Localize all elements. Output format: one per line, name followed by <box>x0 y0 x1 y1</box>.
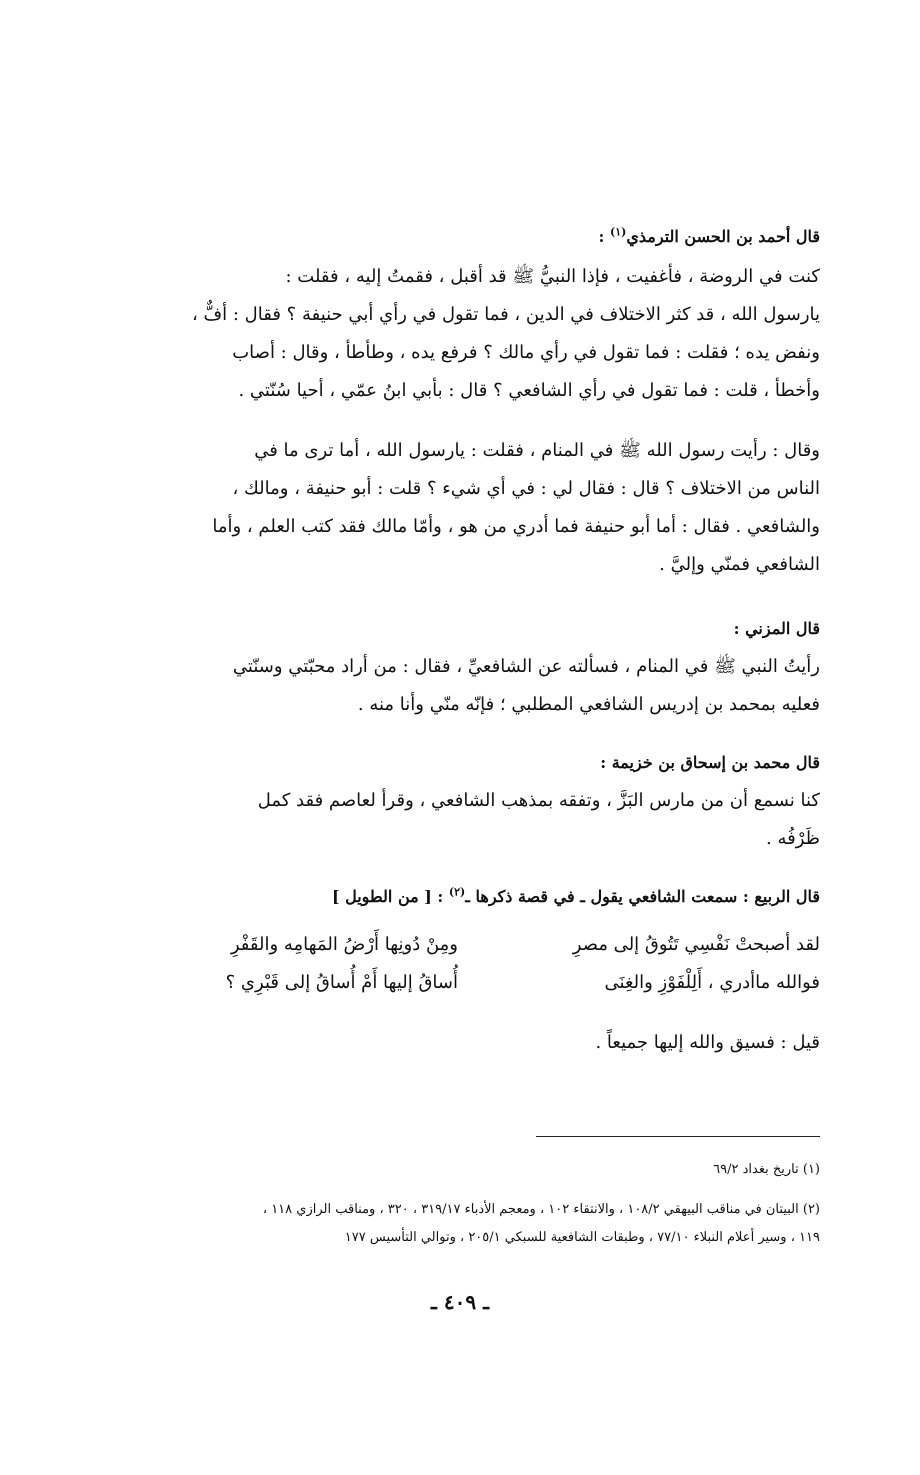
section-heading <box>140 752 820 774</box>
text-line: ظَرْفُه . <box>766 828 820 849</box>
poem-closing: قيل : فسيق والله إليها جميعاً . <box>595 1032 820 1053</box>
footnote-divider <box>536 1136 820 1137</box>
text-line: يارسول الله ، قد كثر الاختلاف في الدين ، فما تقول في رأي أبي حنيفة ؟ فقال : أفٌّ ، <box>191 304 820 325</box>
heading-text: قال المزني : <box>733 619 820 638</box>
footnote-line: ١١٩ ، وسير أعلام النبلاء ٧٧/١٠ ، وطبقات الشافعية للسبكي ٢٠٥/١ ، وتوالي التأسيس ١٧٧ <box>344 1230 820 1245</box>
verse-second-hemistich: ومِنْ دُونِها أَرْضُ المَهامِه والقَفْرِ <box>230 934 458 955</box>
paragraph <box>140 648 820 724</box>
text-line: رأيتُ النبي ﷺ في المنام ، فسألته عن الشافعيِّ ، فقال : من أراد محبّتي وسنّتي <box>232 656 820 677</box>
verse-second-hemistich: أُساقُ إليها أَمْ أُساقُ إلى قَبْرِي ؟ <box>225 972 458 993</box>
text-line: وقال : رأيت رسول الله ﷺ في المنام ، فقلت : يارسول الله ، أما ترى ما في <box>254 440 820 461</box>
section-heading <box>140 226 820 248</box>
footnote <box>120 1196 820 1252</box>
section-heading <box>140 618 820 640</box>
heading-tail: : <box>598 227 611 246</box>
heading-text: قال الربيع : سمعت الشافعي يقول ـ في قصة ذكرها ـ <box>465 887 820 906</box>
text-line: فعليه بمحمد بن إدريس الشافعي المطلبي ؛ فإنّه منّي وأنا منه . <box>357 694 820 715</box>
paragraph <box>140 782 820 858</box>
heading-text: قال محمد بن إسحاق بن خزيمة : <box>600 753 820 772</box>
text-line: الناس من الاختلاف ؟ قال : فقال لي : في أي شيء ؟ قلت : أبو حنيفة ، ومالك ، <box>232 478 820 499</box>
text-line: كنا نسمع أن من مارس البَزَّ ، وتفقه بمذهب الشافعي ، وقرأ لعاصم فقد كمل <box>257 790 820 811</box>
verse-first-hemistich: لقد أصبحتْ نَفْسِي تَتُوقُ إلى مصرِ <box>572 934 820 955</box>
paragraph <box>140 432 820 584</box>
verse-first-hemistich: فوالله ماأدري ، أَلِلْفَوْزِ والغِنَى <box>604 972 820 993</box>
footnote-line: (١) تاريخ بغداد ٦٩/٢ <box>713 1162 820 1177</box>
paragraph <box>140 258 820 410</box>
heading-text: قال أحمد بن الحسن الترمذي <box>626 227 820 246</box>
text-line: وأخطأ ، قلت : فما تقول في رأي الشافعي ؟ قال : بأبي ابنُ عمّي ، أحيا سُنّتي . <box>238 380 820 401</box>
text-line: كنت في الروضة ، فأغفيت ، فإذا النبيُّ ﷺ قد أقبل ، فقمتُ إليه ، فقلت : <box>285 266 820 287</box>
heading-tail: : [ من الطويل ] <box>331 887 449 906</box>
footnote-ref: (١) <box>610 225 627 239</box>
text-line: والشافعي . فقال : أما أبو حنيفة فما أدري من هو ، وأمّا مالك فقد كتب العلم ، وأما <box>212 516 820 537</box>
poem-heading <box>140 886 820 908</box>
text-line: ونفض يده ؛ فقلت : فما تقول في رأي مالك ؟ فرفع يده ، وطأطأ ، وقال : أصاب <box>232 342 820 363</box>
text-line: الشافعي فمنّي وإليَّ . <box>659 554 820 575</box>
page-number: ـ ٤٠٩ ـ <box>431 1290 489 1314</box>
footnote-ref: (٢) <box>448 885 466 899</box>
footnote-line: (٢) البيتان في مناقب البيهقي ١٠٨/٢ ، والانتقاء ١٠٢ ، ومعجم الأدباء ٣١٩/١٧ ، ٣٢٠ ، ومناقب الرازي ١١٨ ، <box>262 1202 820 1217</box>
footnote <box>120 1156 820 1184</box>
